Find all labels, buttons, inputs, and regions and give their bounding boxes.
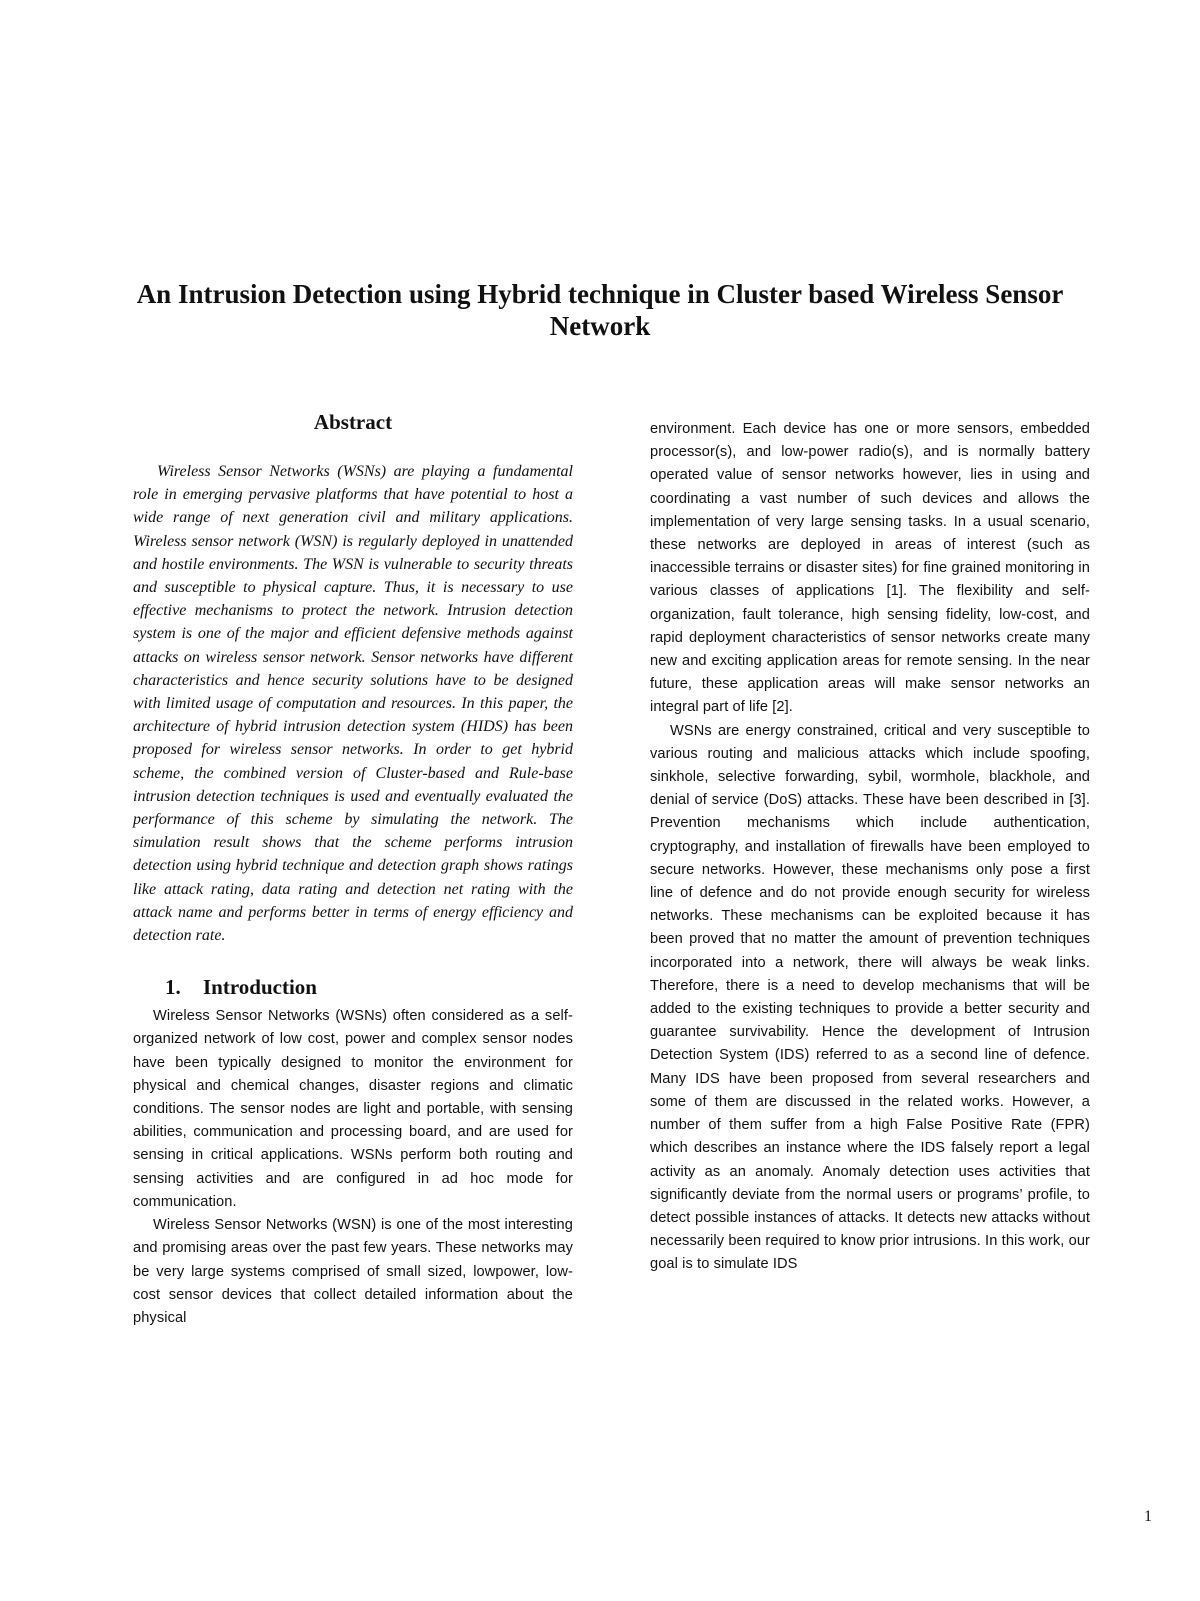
abstract-text: Wireless Sensor Networks (WSNs) are playing a fundamental role in emerging pervasive platforms that have potential to host a wide range of next generation civil and military applications. Wireless sensor network (WSN) is regularly deployed in unattended and hostile environments. The WSN is vulnerable to security threats and susceptible to physical capture. Thus, it is necessary to use effective mechanisms to protect the network. Intrusion detection system is one of the major and efficient defensive methods against attacks on wireless sensor network. Sensor networks have different characteristics and hence security solutions have to be designed with limited usage of computation and resources. In this paper, the architecture of hybrid intrusion detection system (HIDS) has been proposed for wireless sensor networks. In order to get hybrid scheme, the combined version of Cluster-based and Rule-base intrusion detection techniques is used and eventually evaluated the performance of this scheme by simulating the network. The simulation result shows that the scheme performs intrusion detection using hybrid technique and detection graph shows ratings like attack rating, data rating and detection net rating with the attack name and performs better in terms of energy efficiency and detection rate. xyxy=(133,463,573,945)
section-heading-introduction xyxy=(165,973,573,1001)
paper-title: An Intrusion Detection using Hybrid technique in Cluster based Wireless Sensor Network xyxy=(136,279,1064,341)
right-column xyxy=(650,418,1090,1277)
section-number: 1. xyxy=(165,975,181,1000)
intro-paragraph-1: Wireless Sensor Networks (WSNs) often considered as a self-organized network of low cost, power and complex sensor nodes have been typically designed to monitor the environment for physical and chemical changes, disaster regions and climatic conditions. The sensor nodes are light and portable, with sensing abilities, communication and processing board, and are used for sensing in critical applications. WSNs perform both routing and sensing activities and are configured in ad hoc mode for communication. xyxy=(133,1008,573,1210)
intro-paragraph-3: WSNs are energy constrained, critical and very susceptible to various routing and malicious attacks which include spoofing, sinkhole, selective forwarding, sybil, wormhole, blackhole, and denial of service (DoS) attacks. These have been described in [3]. Prevention mechanisms which include authentication, cryptography, and installation of firewalls have been employed to secure networks. However, these mechanisms only pose a first line of defence and do not provide enough security for wireless networks. These mechanisms can be exploited because it has been proved that no matter the amount of prevention techniques incorporated into a network, there will always be weak links. Therefore, there is a need to develop mechanisms that will be added to the existing techniques to provide a better security and guarantee survivability. Hence the development of Intrusion Detection System (IDS) referred to as a second line of defence. Many IDS have been proposed from several researchers and some of them are discussed in the related works. However, a number of them suffer from a high False Positive Rate (FPR) which describes an instance where the IDS falsely report a legal activity as an anomaly. Anomaly detection uses activities that significantly deviate from the normal users or programs’ profile, to detect possible instances of attacks. It detects new attacks without necessarily been required to know prior intrusions. In this work, our goal is to simulate IDS xyxy=(650,722,1090,1273)
intro-paragraph-2-continued: environment. Each device has one or more sensors, embedded processor(s), and low-power radio(s), and is normally battery operated value of sensor networks however, lies in using and coordinating a vast number of such devices and allows the implementation of very large sensing tasks. In a usual scenario, these networks are deployed in areas of interest (such as inaccessible terrains or disaster sites) for fine grained monitoring in various classes of applications [1]. The flexibility and self-organization, fault tolerance, high sensing fidelity, low-cost, and rapid deployment characteristics of sensor networks create many new and exciting application areas for remote sensing. In the near future, these application areas will make sensor networks an integral part of life [2]. xyxy=(650,421,1090,716)
intro-paragraph-2: Wireless Sensor Networks (WSN) is one of the most interesting and promising areas over the past few years. These networks may be very large systems comprised of small sized, lowpower, low-cost sensor devices that collect detailed information about the physical xyxy=(133,1217,573,1326)
section-title: Introduction xyxy=(203,975,317,1000)
left-column xyxy=(133,408,573,1330)
page-number: 1 xyxy=(1144,1508,1152,1525)
abstract-heading: Abstract xyxy=(313,410,393,434)
